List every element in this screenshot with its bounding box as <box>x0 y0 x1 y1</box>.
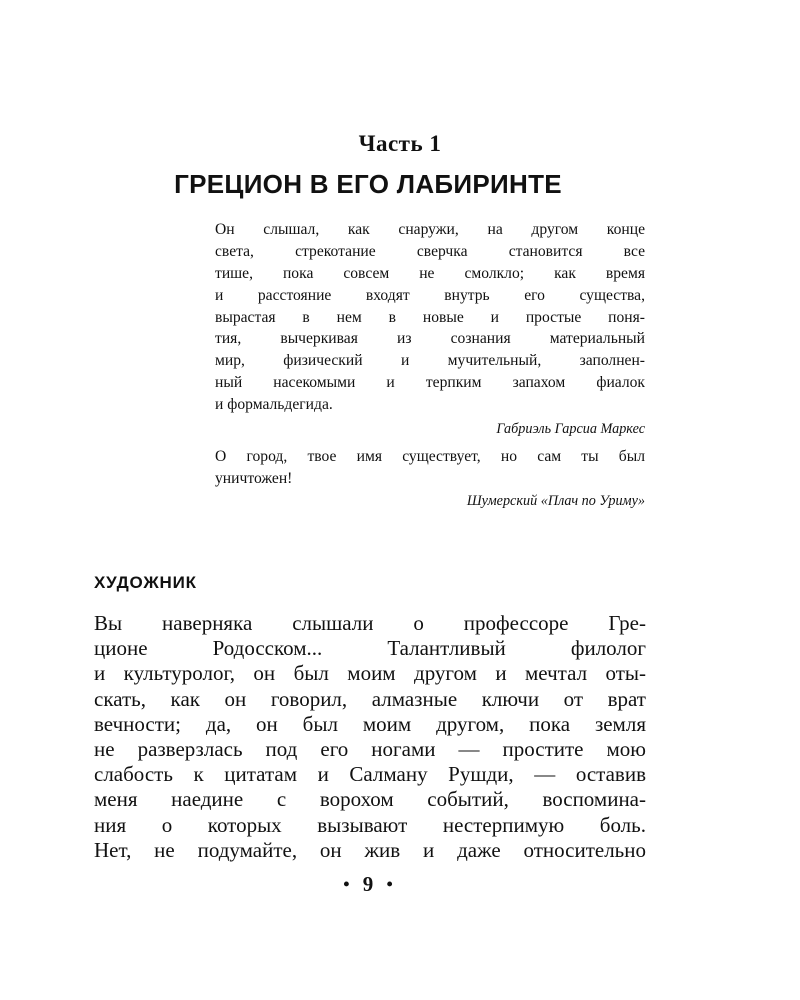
epigraph-1-line: вырастая в нем в новые и простые поня- <box>215 308 645 326</box>
part-title: ГРЕЦИОН В ЕГО ЛАБИРИНТЕ <box>174 169 562 199</box>
epigraph-1-line: тише, пока совсем не смолкло; как время <box>215 264 645 282</box>
body-line: Вы наверняка слышали о профессоре Гре- <box>94 611 646 635</box>
epigraph-1-line: ный насекомыми и терпким запахом фиалок <box>215 374 645 392</box>
epigraph-1-attribution: Габриэль Гарсиа Маркес <box>496 421 645 438</box>
epigraph-1-line: мир, физический и мучительный, заполнен- <box>215 352 645 370</box>
body-line: слабость к цитатам и Салману Рушди, — оставив <box>94 762 646 787</box>
body-line: ционе Родосском... Талантливый филолог <box>94 636 646 661</box>
part-label: Часть 1 <box>358 131 442 156</box>
epigraph-1-line: и формальдегида. <box>215 396 333 414</box>
epigraph-1-line: света, стрекотание сверчка становится все <box>215 242 645 260</box>
epigraph-2-line: О город, твое имя существует, но сам ты был <box>215 448 645 466</box>
body-line: Нет, не подумайте, он жив и даже относительно <box>94 837 646 862</box>
body-line: не разверзлась под его ногами — простите мою <box>94 736 646 761</box>
body-line: и культуролог, он был моим другом и мечтал оты- <box>94 661 646 686</box>
epigraph-2-line: уничтожен! <box>215 469 293 487</box>
epigraph-2-attribution: Шумерский «Плач по Уриму» <box>466 492 645 509</box>
page-number <box>0 872 736 897</box>
body-text <box>94 611 646 863</box>
epigraph-1-line: и расстояние входят внутрь его существа, <box>215 286 645 304</box>
body-line: скать, как он говорил, алмазные ключи от врат <box>94 686 646 711</box>
epigraph-block <box>215 219 645 512</box>
page-number-dot-right: • <box>386 874 393 894</box>
epigraph-1-line: Он слышал, как снаружи, на другом конце <box>215 221 645 238</box>
body-line: ния о которых вызывают нестерпимую боль. <box>94 812 646 837</box>
page-number-dot-left: • <box>343 874 350 894</box>
body-line: меня наедине с ворохом событий, воспомина- <box>94 787 646 812</box>
body-line: вечности; да, он был моим другом, пока земля <box>94 711 646 736</box>
page-number-value: 9 <box>362 872 374 896</box>
section-heading: ХУДОЖНИК <box>94 573 197 592</box>
epigraph-1-line: тия, вычеркивая из сознания материальный <box>215 330 645 348</box>
